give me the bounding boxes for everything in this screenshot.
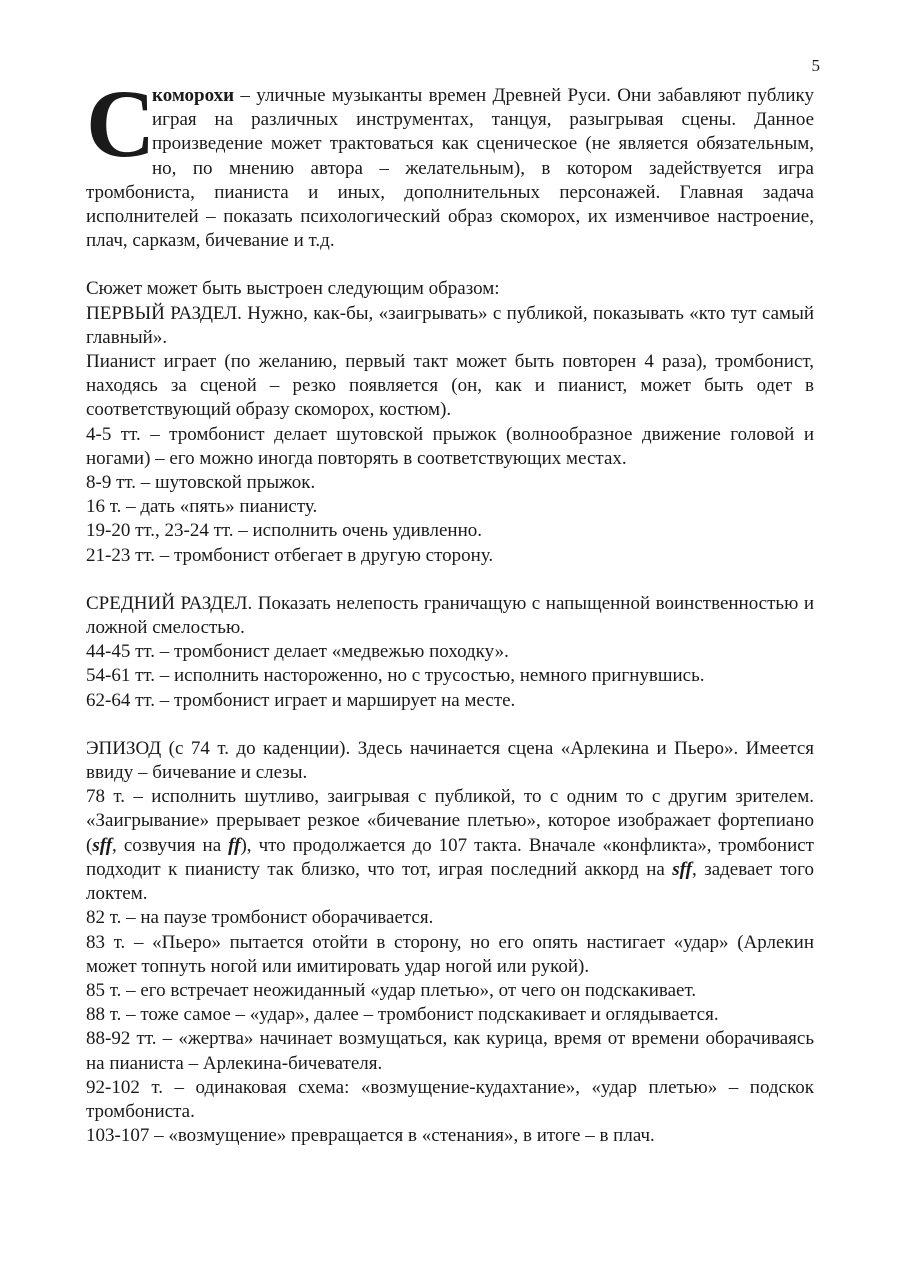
intro-paragraph [86,70,814,253]
episode-item-103-107: 103-107 – «возмущение» превращается в «стенания», в итоге – в плач. [86,1125,655,1147]
drop-cap-letter: С [86,70,156,177]
episode-item-78 [86,785,814,906]
episode-item-78-part-b: , созвучия на [112,834,229,856]
episode-item-78-part-a: 78 т. – исполнить шутливо, заигрывая с публикой, то с одним то с другим зрителем. «Заигрывание» прерывает резкое «бичевание плетью», которое изображает фортепиано ( [86,786,814,856]
dynamic-marking-ff: ff [228,834,241,856]
plot-heading: Сюжет может быть выстроен следующим образом: [86,278,500,300]
episode-item-92-102: 92-102 т. – одинаковая схема: «возмущение-кудахтание», «удар плетью» – подскок тромбониста. [86,1076,814,1122]
intro-body: – уличные музыканты времен Древней Руси. Они забавляют публику играя на различных инструментах, танцуя, разыгрывая сцены. Данное произведение может трактоваться как сценическое (не является обязательным, но, по мнению автора – желательным), в котором задействуется игра тромбониста, пианиста и иных, дополнительных персонажей. Главная задача исполнителей – показать психологический образ скоморох, их изменчивое настроение, плач, сарказм, бичевание и т.д. [86,85,814,252]
episode-item-78-part-d: , задевает того локтем. [86,858,814,905]
episode-item-85: 85 т. – его встречает неожиданный «удар плетью», от чего он подскакивает. [86,979,697,1001]
episode-section-heading: ЭПИЗОД (с 74 т. до каденции). Здесь начинается сцена «Арлекина и Пьеро». Имеется ввиду – бичевание и слезы. [86,737,814,784]
page-body [86,70,814,1148]
first-section-heading: ПЕРВЫЙ РАЗДЕЛ. Нужно, как-бы, «заигрывать» с публикой, показывать «кто тут самый главный». [86,302,814,348]
dynamic-marking-sff: sff [92,834,113,856]
intro-bold-word: коморохи [152,85,235,106]
page-number: 5 [811,56,820,75]
middle-item-3: 62-64 тт. – тромбонист играет и марширует на месте. [86,689,516,711]
first-item-2: 4-5 тт. – тромбонист делает шутовской прыжок (волнообразное движение головой и ногами) – его можно иногда повторять в соответствующих местах. [86,423,814,469]
first-item-5: 19-20 тт., 23-24 тт. – исполнить очень удивленно. [86,520,483,542]
first-item-6: 21-23 тт. – тромбонист отбегает в другую сторону. [86,544,494,566]
dynamic-marking-sff: sff [672,858,692,880]
middle-section-heading: СРЕДНИЙ РАЗДЕЛ. Показать нелепость граничащую с напыщенной воинственностью и ложной смелостью. [86,592,814,639]
episode-item-83: 83 т. – «Пьеро» пытается отойти в сторону, но его опять настигает «удар» (Арлекин может топнуть ногой или имитировать удар ногой или рукой). [86,931,814,977]
episode-item-88: 88 т. – тоже самое – «удар», далее – тромбонист подскакивает и оглядывается. [86,1004,719,1026]
episode-item-82: 82 т. – на паузе тромбонист оборачивается. [86,907,434,929]
intro-text [86,70,814,253]
episode-item-78-part-c: ), что продолжается до 107 такта. Вначале «конфликта», тромбонист подходит к пианисту так близко, что тот, играя последний аккорд на [86,834,814,880]
episode-item-88-92: 88-92 тт. – «жертва» начинает возмущаться, как курица, время от времени оборачиваясь на пианиста – Арлекина-бичевателя. [86,1028,814,1074]
first-item-1: Пианист играет (по желанию, первый такт может быть повторен 4 раза), тромбонист, находясь за сценой – резко появляется (он, как и пианист, может быть одет в соответствующий образу скоморох, костюм). [86,351,814,421]
first-item-4: 16 т. – дать «пять» пианисту. [86,496,318,518]
middle-item-1: 44-45 тт. – тромбонист делает «медвежью походку». [86,641,509,663]
first-item-3: 8-9 тт. – шутовской прыжок. [86,472,316,494]
middle-item-2: 54-61 тт. – исполнить настороженно, но с трусостью, немного пригнувшись. [86,665,705,687]
